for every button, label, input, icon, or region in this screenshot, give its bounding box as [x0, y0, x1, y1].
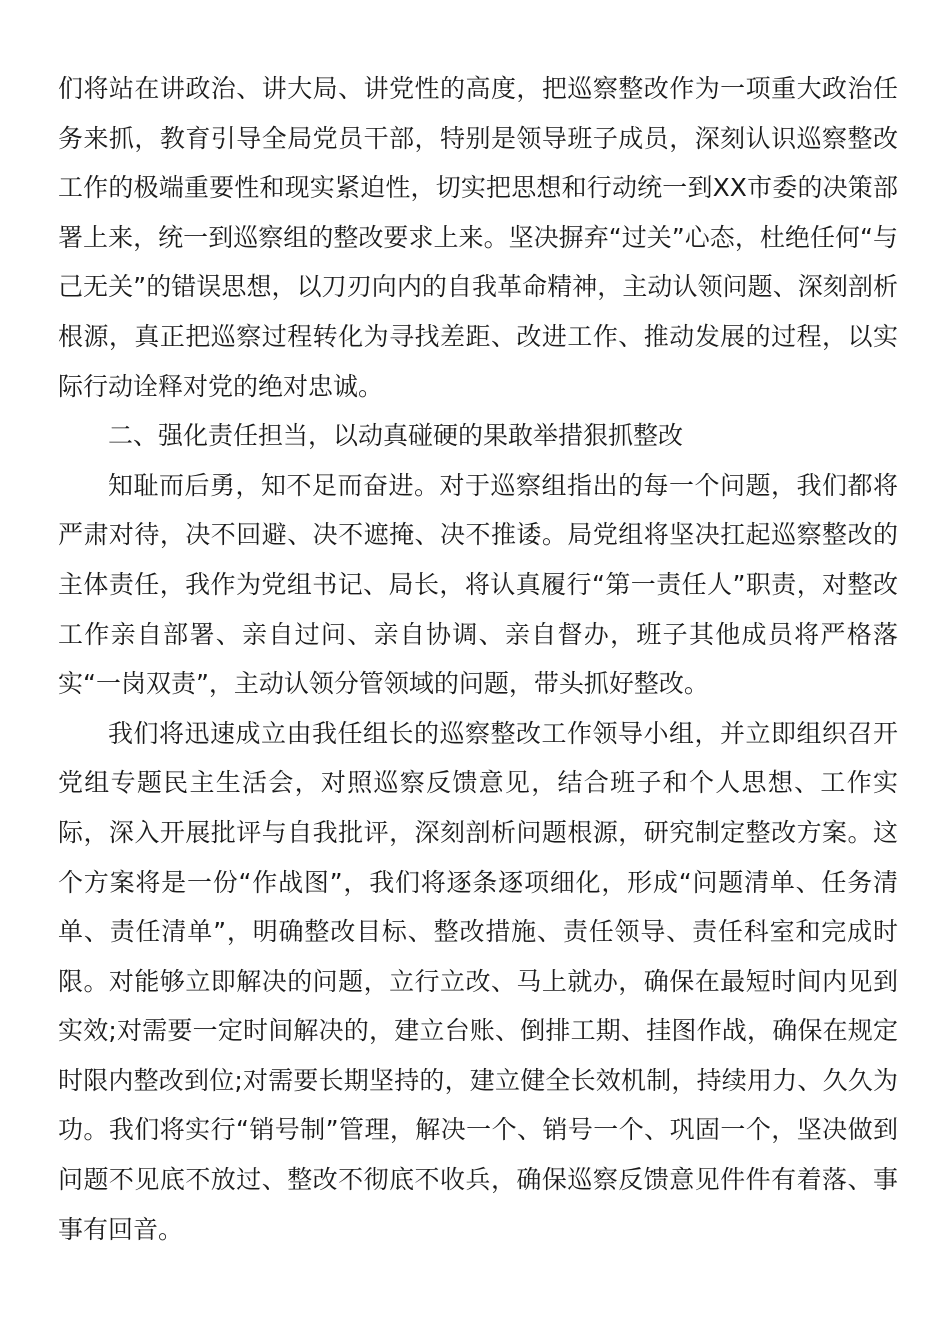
paragraph-responsibility: 知耻而后勇，知不足而奋进。对于巡察组指出的每一个问题，我们都将严肃对待，决不回避、决不遮掩、决不推诿。局党组将坚决扛起巡察整改的主体责任，我作为党组书记、局长，将认真履行“第一责任人”职责，对整改工作亲自部署、亲自过问、亲自协调、亲自督办，班子其他成员将严格落实“一岗双责”，主动认领分管领域的问题，带头抓好整改。 [58, 470, 898, 699]
section-heading: 二、强化责任担当，以动真碰硬的果敢举措狠抓整改 [108, 421, 684, 451]
paragraph-continuation: 们将站在讲政治、讲大局、讲党性的高度，把巡察整改作为一项重大政治任务来抓，教育引导全局党员干部，特别是领导班子成员，深刻认识巡察整改工作的极端重要性和现实紧迫性，切实把思想和行动统一到XX市委的决策部署上来，统一到巡察组的整改要求上来。坚决摒弃“过关”心态，杜绝任何“与己无关”的错误思想，以刀刃向内的自我革命精神，主动认领问题、深刻剖析根源，真正把巡察过程转化为寻找差距、改进工作、推动发展的过程，以实际行动诠释对党的绝对忠诚。 [58, 74, 898, 401]
document-page [58, 64, 898, 1254]
paragraph-rectification-plan: 我们将迅速成立由我任组长的巡察整改工作领导小组，并立即组织召开党组专题民主生活会，对照巡察反馈意见，结合班子和个人思想、工作实际，深入开展批评与自我批评，深刻剖析问题根源，研究制定整改方案。这个方案将是一份“作战图”，我们将逐条逐项细化，形成“问题清单、任务清单、责任清单”，明确整改目标、整改措施、责任领导、责任科室和完成时限。对能够立即解决的问题，立行立改、马上就办，确保在最短时间内见到实效;对需要一定时间解决的，建立台账、倒排工期、挂图作战，确保在规定时限内整改到位;对需要长期坚持的，建立健全长效机制，持续用力、久久为功。我们将实行“销号制”管理，解决一个、销号一个、巩固一个，坚决做到问题不见底不放过、整改不彻底不收兵，确保巡察反馈意见件件有着落、事事有回音。 [58, 718, 898, 1244]
